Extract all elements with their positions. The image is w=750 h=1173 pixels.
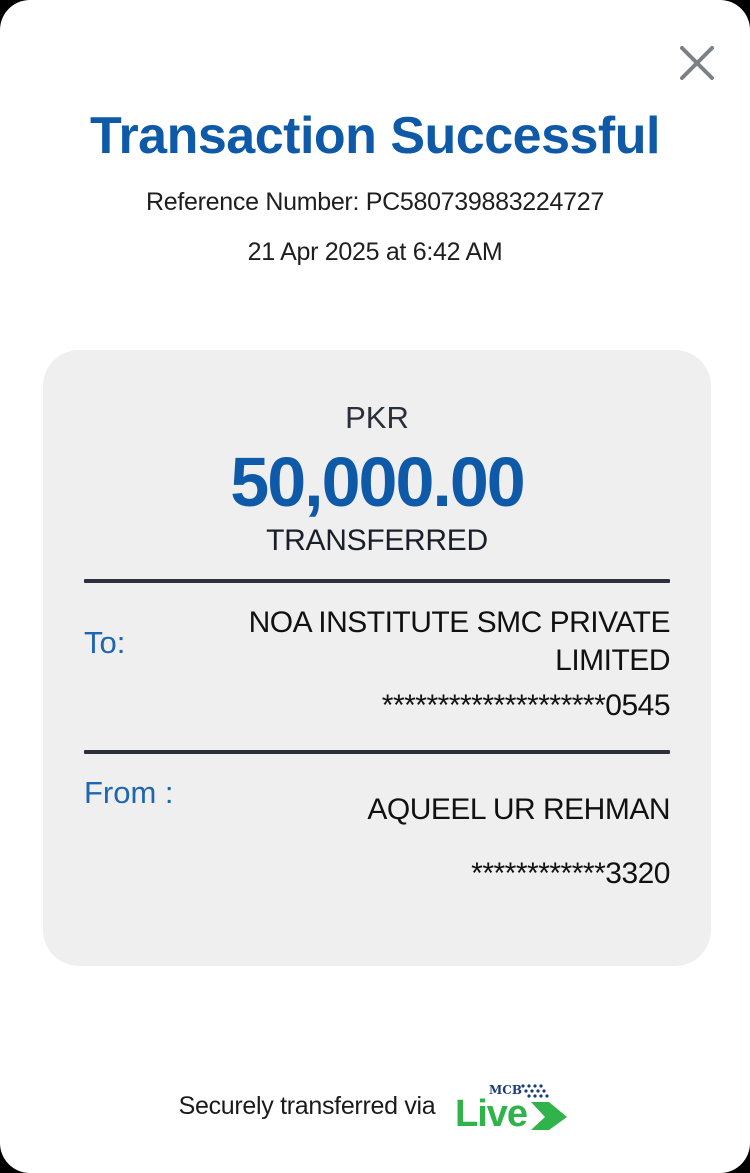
to-label: To:	[84, 625, 126, 660]
reference-number: Reference Number: PC580739883224727	[146, 188, 604, 216]
status-label: TRANSFERRED	[266, 524, 488, 557]
close-button[interactable]	[672, 38, 722, 88]
sender-account: ************3320	[471, 857, 670, 890]
page-title: Transaction Successful	[90, 107, 660, 165]
from-label: From :	[84, 775, 174, 810]
divider	[84, 750, 670, 754]
amount-value: 50,000.00	[230, 443, 524, 521]
divider	[84, 579, 670, 583]
transaction-datetime: 21 Apr 2025 at 6:42 AM	[247, 238, 503, 266]
recipient-name: NOA INSTITUTE SMC PRIVATE LIMITED	[248, 606, 670, 677]
currency-label: PKR	[345, 400, 409, 435]
sender-name: AQUEEL UR REHMAN	[367, 793, 670, 826]
mcb-live-logo	[445, 1080, 571, 1132]
transfer-details-card	[43, 350, 711, 966]
svg-text:MCB: MCB	[489, 1083, 523, 1097]
footer-text: Securely transferred via	[178, 1091, 436, 1120]
svg-text:Live: Live	[455, 1093, 528, 1132]
close-icon	[672, 38, 722, 88]
footer	[0, 1080, 750, 1132]
recipient-account: ********************0545	[381, 689, 670, 722]
